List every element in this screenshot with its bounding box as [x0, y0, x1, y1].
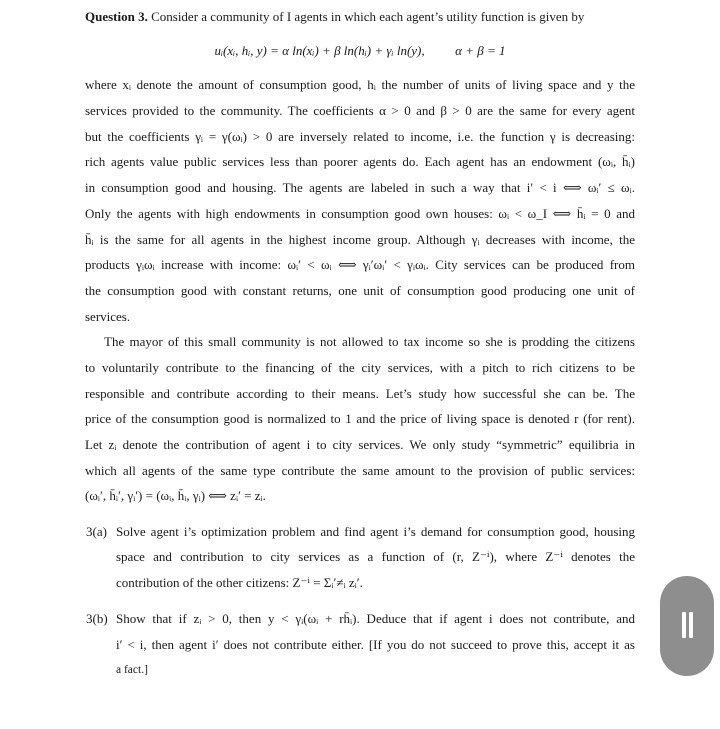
paragraph-line: to voluntarily contribute to the financing of the city services, with a pitch to rich citizens to be	[85, 360, 635, 375]
part-b-line: Show that if zᵢ > 0, then y < γᵢ(ωᵢ + rh̄ᵢ). Deduce that if agent i does not contribute, and	[116, 611, 635, 626]
part-a-line: contribution of the other citizens: Z⁻ⁱ = Σᵢ′≠ᵢ zᵢ′.	[116, 575, 363, 590]
paragraph-line: Let zᵢ denote the contribution of agent i to city services. We only study “symmetric” equilibria in	[85, 437, 635, 452]
paragraph-line: services.	[85, 309, 131, 324]
paragraph-line: rich agents value public services less than poorer agents do. Each agent has an endowment (ωᵢ, h̄ᵢ)	[85, 154, 635, 169]
scroll-handle[interactable]	[660, 576, 714, 676]
part-a-line: space and contribution to city services as a function of (r, Z⁻ⁱ), where Z⁻ⁱ denotes the	[116, 549, 635, 564]
question-intro-text: Consider a community of I agents in which each agent’s utility function is given by	[151, 9, 585, 24]
paragraph-line: services provided to the community. The coefficients α > 0 and β > 0 are the same for every agent	[85, 103, 635, 118]
part-a-label: 3(a)	[86, 524, 107, 539]
utility-formula: uᵢ(xᵢ, hᵢ, y) = α ln(xᵢ) + β ln(hᵢ) + γᵢ ln(y),	[214, 43, 425, 58]
part-a-line: Solve agent i’s optimization problem and find agent i’s demand for consumption good, housing	[116, 524, 635, 539]
paragraph-line: The mayor of this small community is not allowed to tax income so she is prodding the citizens	[104, 334, 635, 349]
paragraph-line: the consumption good with constant returns, one unit of consumption good producing one unit of	[85, 283, 635, 298]
part-b-line: a fact.]	[116, 664, 148, 676]
paragraph-line: where xᵢ denote the amount of consumption good, hᵢ the number of units of living space and y the	[85, 77, 635, 92]
utility-equation	[85, 43, 635, 59]
paragraph-line: but the coefficients γᵢ = γ(ωᵢ) > 0 are inversely related to income, i.e. the function γ is decreasing:	[85, 129, 635, 144]
part-b-label: 3(b)	[86, 611, 108, 626]
paragraph-line: price of the consumption good is normalized to 1 and the price of living space is denoted r (for rent).	[85, 411, 635, 426]
question-heading: Question 3.	[85, 9, 148, 24]
paragraph-line: in consumption good and housing. The agents are labeled in such a way that i′ < i ⟺ ωᵢ′ ≤ ωᵢ.	[85, 180, 635, 195]
paragraph-line: responsible and contribute according to their means. Let’s study how successful she can be. The	[85, 386, 635, 401]
coefficient-constraint: α + β = 1	[455, 43, 506, 58]
paragraph-line: h̄ᵢ is the same for all agents in the highest income group. Although γᵢ decreases with income, the	[85, 232, 635, 247]
part-b-line: i′ < i, then agent i′ does not contribute either. [If you do not succeed to prove this, accept it as	[116, 637, 635, 652]
paragraph-line: which all agents of the same type contribute the same amount to the provision of public services:	[85, 463, 635, 478]
paragraph-line: (ωᵢ′, h̄ᵢ′, γᵢ′) = (ωᵢ, h̄ᵢ, γᵢ) ⟺ zᵢ′ = zᵢ.	[85, 488, 266, 503]
paragraph-line: Only the agents with high endowments in consumption good own houses: ωᵢ < ω_I ⟺ h̄ᵢ = 0 and	[85, 206, 635, 221]
question-first-line	[85, 9, 635, 25]
paragraph-line: products γᵢωᵢ increase with income: ωᵢ′ < ωᵢ ⟺ γᵢ′ωᵢ′ < γᵢωᵢ. City services can be produced from	[85, 257, 635, 272]
